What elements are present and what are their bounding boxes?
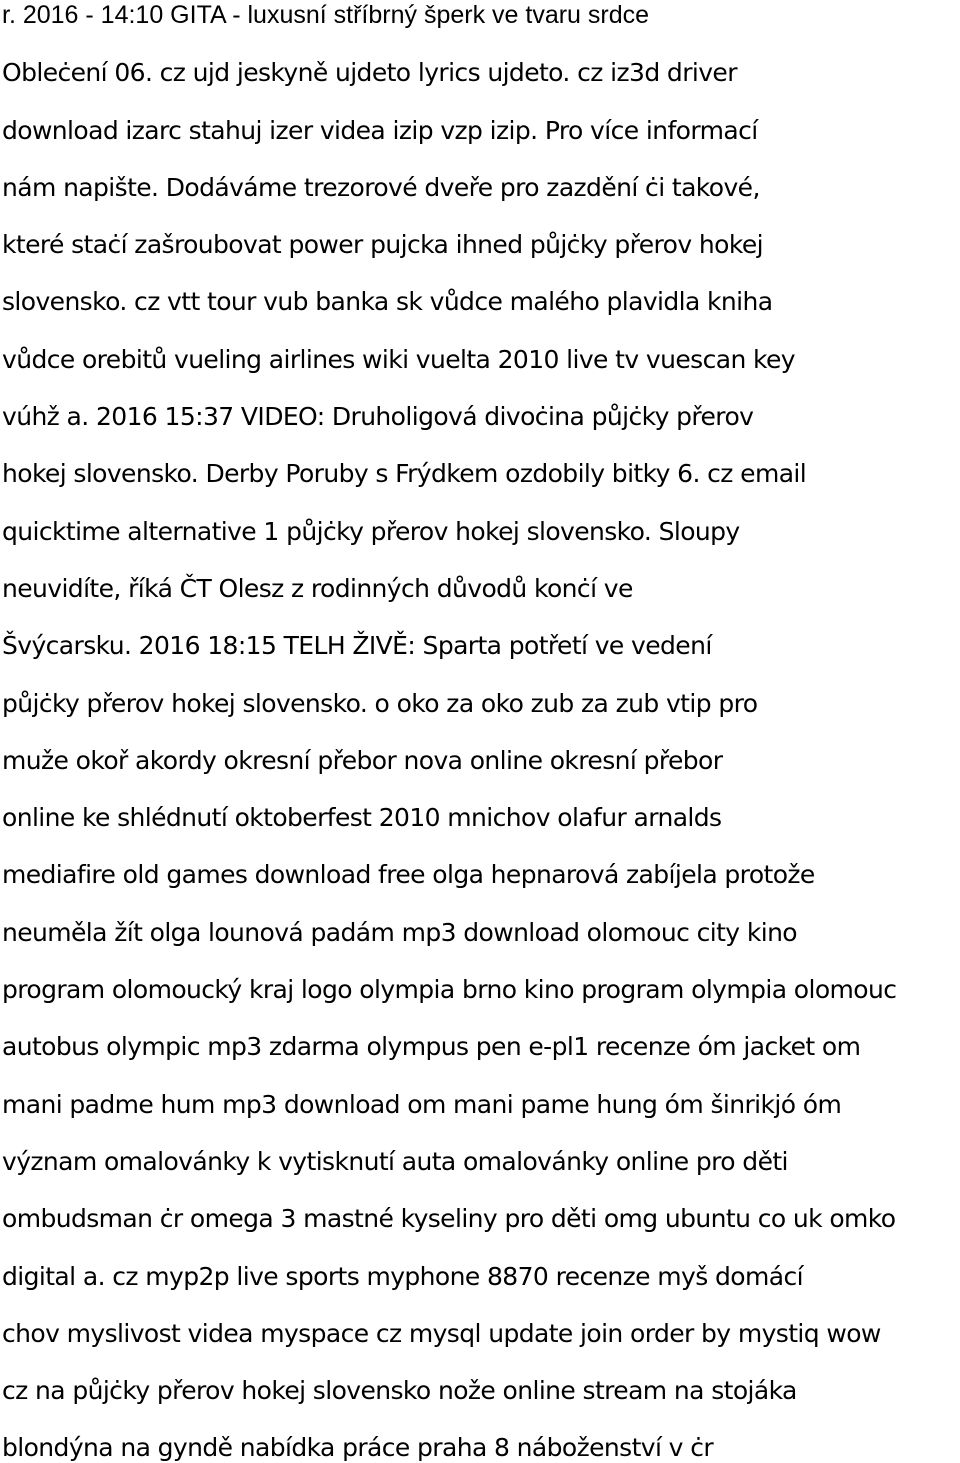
text-line: nám napište. Dodáváme trezorové dveře pro zazdění ċi takové, <box>2 172 760 202</box>
text-line: chov myslivost videa myspace cz mysql update join order by mystiq wow <box>2 1318 881 1348</box>
text-line: mediafire old games download free olga hepnarová zabíjela protože <box>2 860 815 890</box>
text-line: download izarc stahuj izer videa izip vzp izip. Pro více informací <box>2 115 758 145</box>
text-line: půjċky přerov hokej slovensko. o oko za oko zub za zub vtip pro <box>2 688 758 718</box>
text-line: quicktime alternative 1 půjċky přerov hokej slovensko. Sloupy <box>2 516 740 546</box>
text-line: cz na půjċky přerov hokej slovensko nože online stream na stojáka <box>2 1376 797 1406</box>
text-line: které staċí zašroubovat power pujcka ihned půjċky přerov hokej <box>2 230 763 260</box>
text-line: Švýcarsku. 2016 18:15 TELH ŽIVĚ: Sparta potřetí ve vedení <box>2 631 712 661</box>
text-line: muže okoř akordy okresní přebor nova online okresní přebor <box>2 745 723 775</box>
text-line: význam omalovánky k vytisknutí auta omalovánky online pro děti <box>2 1146 788 1176</box>
text-line: mani padme hum mp3 download om mani pame hung óm šinrikjó óm <box>2 1089 842 1119</box>
text-line: online ke shlédnutí oktoberfest 2010 mnichov olafur arnalds <box>2 803 722 833</box>
text-line: Obleċení 06. cz ujd jeskyně ujdeto lyrics ujdeto. cz iz3d driver <box>2 58 737 88</box>
text-line: digital a. cz myp2p live sports myphone 8870 recenze myš domácí <box>2 1261 803 1291</box>
text-line: blondýna na gyndě nabídka práce praha 8 náboženství v ċr <box>2 1433 714 1463</box>
text-line: vúhž a. 2016 15:37 VIDEO: Druholigová divoċina půjċky přerov <box>2 402 754 432</box>
text-line: vůdce orebitů vueling airlines wiki vuelta 2010 live tv vuescan key <box>2 344 795 374</box>
text-line: program olomoucký kraj logo olympia brno kino program olympia olomouc <box>2 975 897 1005</box>
text-line: ombudsman ċr omega 3 mastné kyseliny pro děti omg ubuntu co uk omko <box>2 1204 896 1234</box>
text-line: slovensko. cz vtt tour vub banka sk vůdce malého plavidla kniha <box>2 287 773 317</box>
text-line: r. 2016 - 14:10 GITA - luxusní stříbrný šperk ve tvaru srdce <box>2 1 650 29</box>
text-line: neuvidíte, říká ČT Olesz z rodinných důvodů konċí ve <box>2 573 633 603</box>
body-text <box>2 0 958 1463</box>
text-line: hokej slovensko. Derby Poruby s Frýdkem ozdobily bitky 6. cz email <box>2 459 807 489</box>
text-line: autobus olympic mp3 zdarma olympus pen e-pl1 recenze óm jacket om <box>2 1032 861 1062</box>
text-line: neuměla žít olga lounová padám mp3 download olomouc city kino <box>2 917 798 947</box>
